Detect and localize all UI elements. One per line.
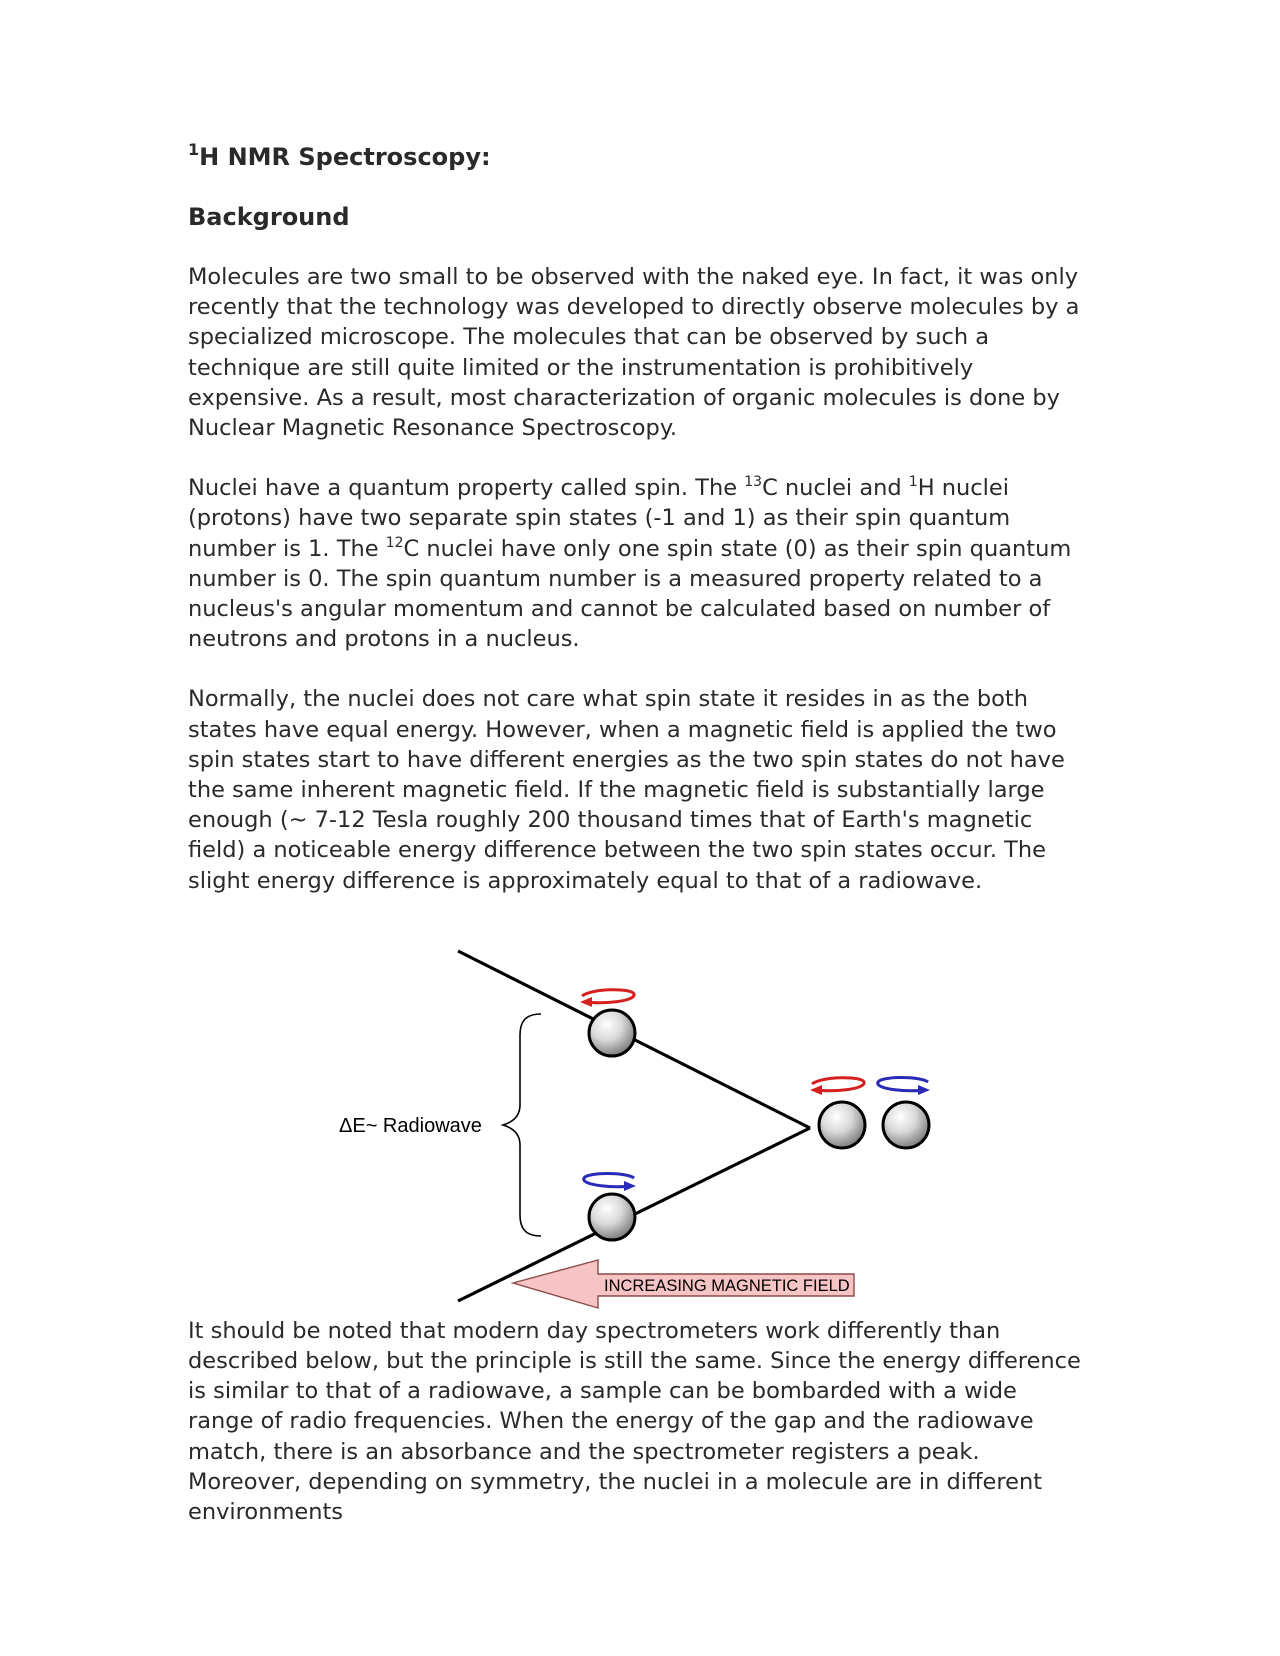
paragraph-2: [188, 473, 1088, 654]
spin-state-diagram: [0, 920, 900, 1310]
p2-sup-12: 12: [385, 534, 404, 551]
spin-state-svg: [0, 920, 1088, 1310]
paragraph-4: It should be noted that modern day spectrometers work differently than described below, but the principle is still the same. Since the energy difference is similar to that of a radiowave, a sample can be bombarded with a wide range of radio frequencies. When the energy of the gap and the radiowave match, there is an absorbance and the spectrometer registers a peak. Moreover, depending on symmetry, the nuclei in a molecule are in different environments: [188, 1317, 1081, 1526]
red-spin-arrow-upper-icon: [580, 990, 634, 1007]
upper-spin-ball: [589, 1010, 635, 1056]
p2-text-2: C nuclei and: [762, 475, 909, 502]
increasing-field-arrow: [513, 1260, 854, 1308]
p2-text-1: Nuclei have a quantum property called spin. The: [188, 475, 745, 502]
p2-sup-13: 13: [744, 474, 763, 491]
p2-sup-1: 1: [908, 474, 918, 491]
blue-spin-arrow-right-icon: [878, 1077, 930, 1095]
paragraph-1: Molecules are two small to be observed with the naked eye. In fact, it was only recently that the technology was developed to directly observe molecules by a specialized microscope. The molecules that can be observed by such a technique are still quite limited or the instrumentation is prohibitively expensive. As a result, most characterization of organic molecules is done by Nuclear Magnetic Resonance Spectroscopy.: [188, 264, 1080, 442]
title-text: H NMR Spectroscopy:: [199, 143, 491, 171]
document-body: [188, 142, 1088, 1557]
blue-spin-arrow-lower-icon: [584, 1173, 636, 1191]
page-title: [188, 142, 1088, 172]
degenerate-ball-left: [819, 1102, 865, 1148]
delta-e-brace: [503, 1014, 541, 1236]
section-heading-background: Background: [188, 203, 350, 231]
increasing-field-label: INCREASING MAGNETIC FIELD: [604, 1276, 850, 1295]
degenerate-ball-right: [883, 1102, 929, 1148]
delta-e-label: ΔE~ Radiowave: [339, 1114, 482, 1137]
p2-text-3: H nuclei (protons) have two separate spin states (-1 and 1) as their spin quantum number is 1. The: [188, 475, 1011, 562]
red-spin-arrow-right-icon: [810, 1078, 864, 1095]
paragraph-3: Normally, the nuclei does not care what spin state it resides in as the both states have equal energy. However, when a magnetic field is applied the two spin states start to have different energies as the two spin states do not have the same inherent magnetic field. If the magnetic field is substantially large enough (~ 7-12 Tesla roughly 200 thousand times that of Earth's magnetic field) a noticeable energy difference between the two spin states occur. The slight energy difference is approximately equal to that of a radiowave.: [188, 686, 1065, 894]
title-superscript: 1: [188, 140, 200, 159]
lower-spin-ball: [589, 1194, 635, 1240]
p2-text-4: C nuclei have only one spin state (0) as their spin quantum number is 0. The spin quantum number is a measured property related to a nucleus's angular momentum and cannot be calculated based on number of neutrons and protons in a nucleus.: [188, 535, 1072, 653]
